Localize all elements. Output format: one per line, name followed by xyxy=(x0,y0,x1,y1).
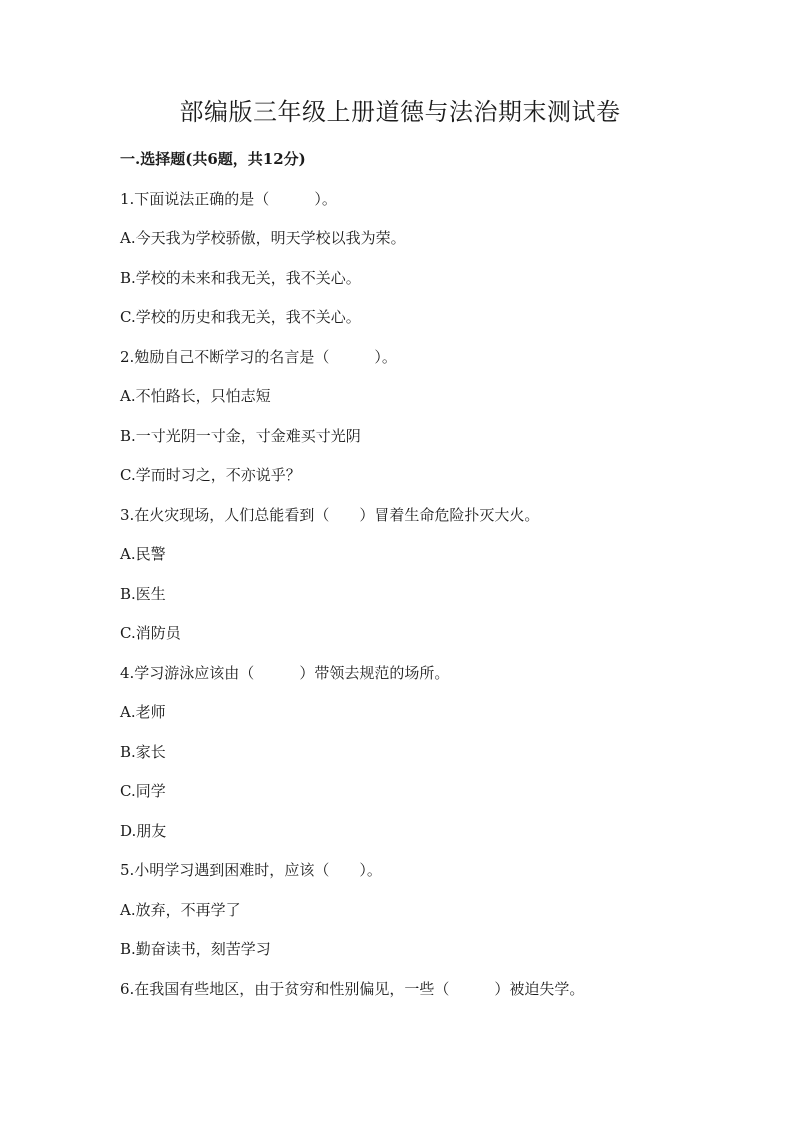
question-4-option-d: D.朋友 xyxy=(120,822,167,840)
question-2-option-c: C.学而时习之，不亦说乎？ xyxy=(120,466,301,484)
question-5-stem: 5.小明学习遇到困难时，应该（ ）。 xyxy=(120,861,382,879)
question-4-option-b: B.家长 xyxy=(120,743,166,761)
question-3-option-b: B.医生 xyxy=(120,585,166,603)
question-4-stem: 4.学习游泳应该由（ ）带领去规范的场所。 xyxy=(120,664,450,682)
section-heading: 一.选择题(共6题，共12分) xyxy=(120,150,306,168)
question-4-option-c: C.同学 xyxy=(120,782,166,800)
question-2-option-a: A.不怕路长，只怕志短 xyxy=(120,387,271,405)
question-4-option-a: A.老师 xyxy=(120,703,166,721)
question-3-option-a: A.民警 xyxy=(120,545,166,563)
question-3-stem: 3.在火灾现场，人们总能看到（ ）冒着生命危险扑灭大火。 xyxy=(120,506,540,524)
question-6-stem: 6.在我国有些地区，由于贫穷和性别偏见，一些（ ）被迫失学。 xyxy=(120,980,585,998)
question-1-option-c: C.学校的历史和我无关，我不关心。 xyxy=(120,308,361,326)
question-2-stem: 2.勉励自己不断学习的名言是（ ）。 xyxy=(120,348,397,366)
question-1-option-a: A.今天我为学校骄傲，明天学校以我为荣。 xyxy=(120,229,406,247)
question-2-option-b: B.一寸光阴一寸金，寸金难买寸光阴 xyxy=(120,427,361,445)
page-title: 部编版三年级上册道德与法治期末测试卷 xyxy=(179,98,621,126)
question-5-option-a: A.放弃，不再学了 xyxy=(120,901,241,919)
question-5-option-b: B.勤奋读书，刻苦学习 xyxy=(120,940,271,958)
question-3-option-c: C.消防员 xyxy=(120,624,181,642)
question-1-option-b: B.学校的未来和我无关，我不关心。 xyxy=(120,269,361,287)
question-1-stem: 1.下面说法正确的是（ ）。 xyxy=(120,190,337,208)
